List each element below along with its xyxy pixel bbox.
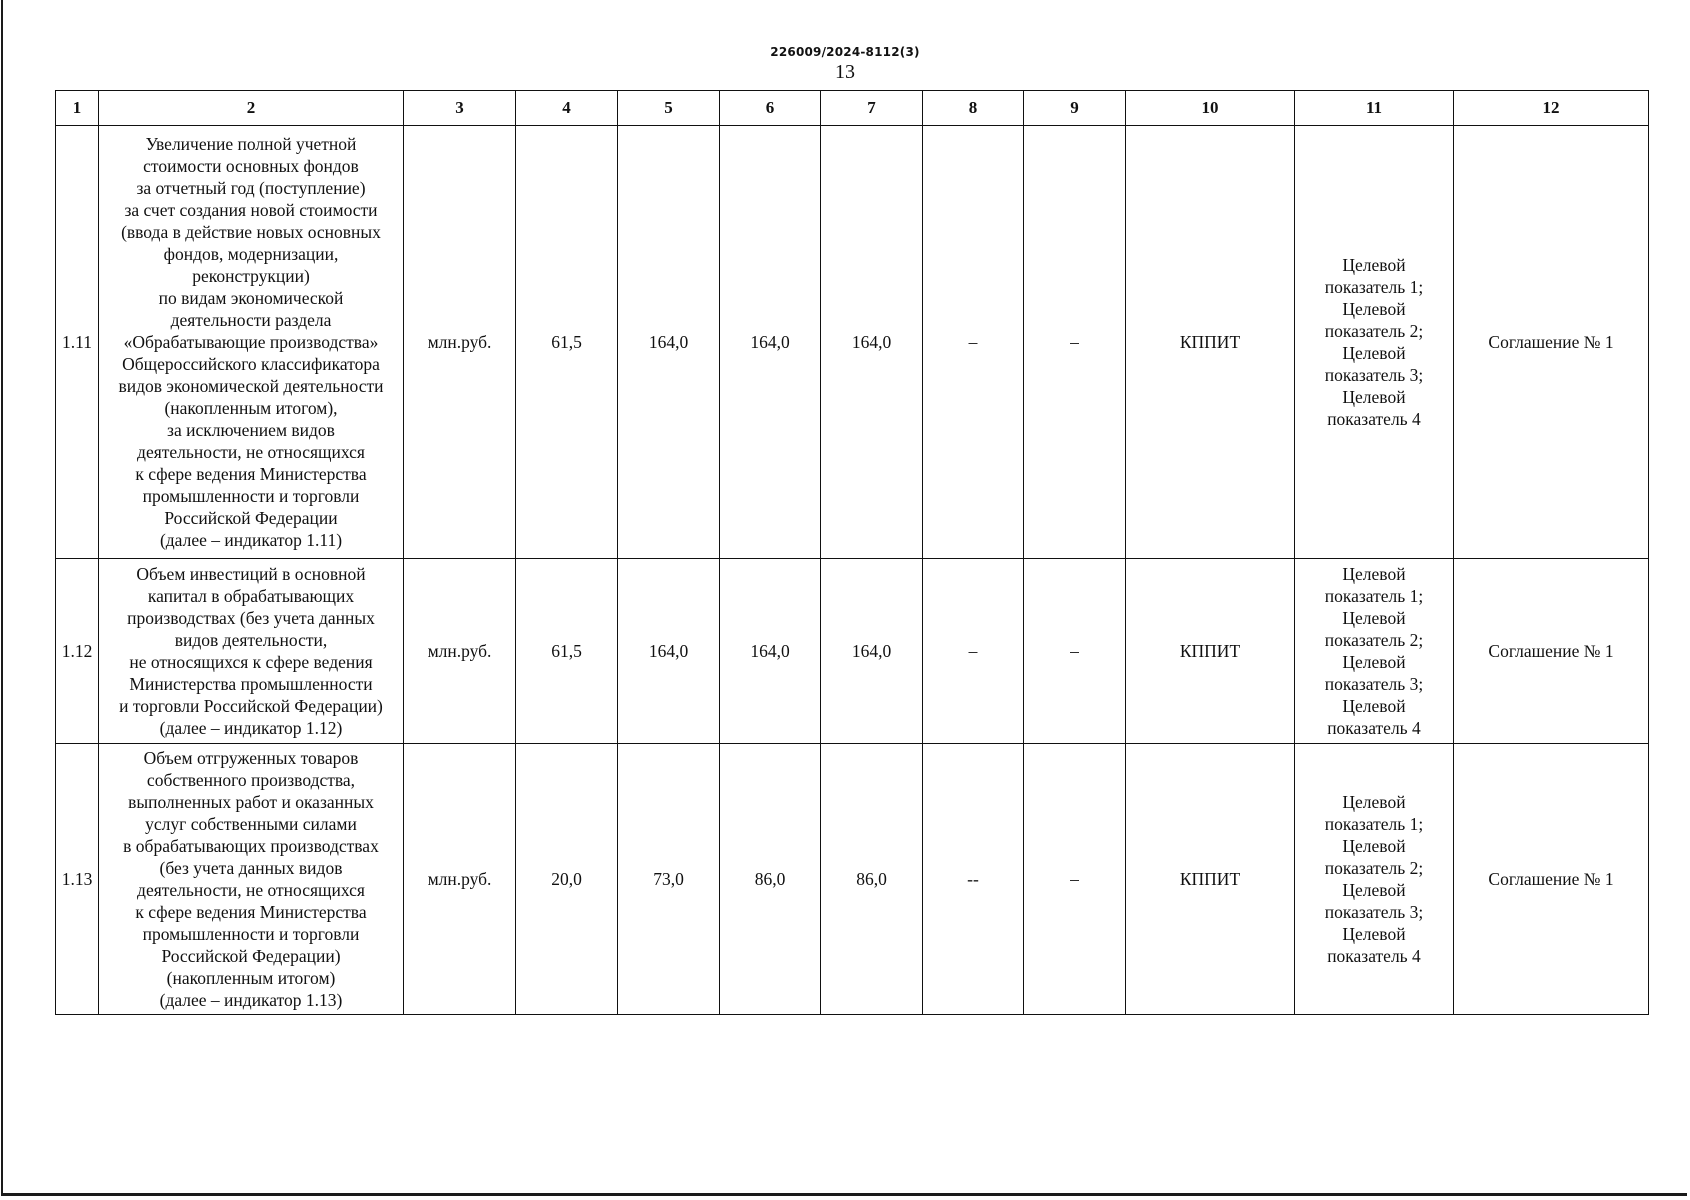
value-col-4: 61,5 [516,559,618,744]
column-header-6: 6 [720,91,821,126]
unit-cell: млн.руб. [404,559,516,744]
value-col-7: 86,0 [821,744,923,1015]
value-col-6: 164,0 [720,126,821,559]
responsible-cell: КППИТ [1126,126,1295,559]
agreement-cell: Соглашение № 1 [1454,126,1649,559]
unit-cell: млн.руб. [404,744,516,1015]
table-row [56,744,1649,1015]
value-col-8: – [923,126,1024,559]
column-header-1: 1 [56,91,99,126]
value-col-5: 73,0 [618,744,720,1015]
column-header-5: 5 [618,91,720,126]
value-col-4: 20,0 [516,744,618,1015]
indicator-number: 1.12 [56,559,99,744]
column-header-7: 7 [821,91,923,126]
column-header-4: 4 [516,91,618,126]
target-indicators-cell: Целевой показатель 1; Целевой показатель 2; Целевой показатель 3; Целевой показатель 4 [1295,126,1454,559]
indicator-name: Объем инвестиций в основной капитал в обрабатывающих производствах (без учета данных видов деятельности, не относящихся к сфере ведения Министерства промышленности и торговли Российской Федерации) (далее – индикатор 1.12) [99,559,404,744]
column-header-10: 10 [1126,91,1295,126]
document-registration-number: 226009/2024-8112(3) [770,45,920,59]
value-col-9: – [1024,744,1126,1015]
indicator-number: 1.13 [56,744,99,1015]
value-col-5: 164,0 [618,559,720,744]
column-header-11: 11 [1295,91,1454,126]
target-indicators-cell: Целевой показатель 1; Целевой показатель 2; Целевой показатель 3; Целевой показатель 4 [1295,559,1454,744]
value-col-5: 164,0 [618,126,720,559]
indicator-name: Увеличение полной учетной стоимости основных фондов за отчетный год (поступление) за счет создания новой стоимости (ввода в действие новых основных фондов, модернизации, реконструкции) по видам экономической деятельности раздела «Обрабатывающие производства» Общероссийского классификатора видов экономической деятельности (накопленным итогом), за исключением видов деятельности, не относящихся к сфере ведения Министерства промышленности и торговли Российской Федерации (далее – индикатор 1.11) [99,126,404,559]
page-number: 13 [835,61,855,83]
column-header-3: 3 [404,91,516,126]
agreement-cell: Соглашение № 1 [1454,559,1649,744]
value-col-6: 86,0 [720,744,821,1015]
column-number-header-row [56,91,1649,126]
value-col-8: – [923,559,1024,744]
value-col-6: 164,0 [720,559,821,744]
column-header-8: 8 [923,91,1024,126]
agreement-cell: Соглашение № 1 [1454,744,1649,1015]
value-col-7: 164,0 [821,126,923,559]
target-indicators-cell: Целевой показатель 1; Целевой показатель 2; Целевой показатель 3; Целевой показатель 4 [1295,744,1454,1015]
value-col-9: – [1024,126,1126,559]
value-col-7: 164,0 [821,559,923,744]
indicators-table [55,90,1649,1015]
column-header-9: 9 [1024,91,1126,126]
indicator-name: Объем отгруженных товаров собственного производства, выполненных работ и оказанных услуг собственными силами в обрабатывающих производствах (без учета данных видов деятельности, не относящихся к сфере ведения Министерства промышленности и торговли Российской Федерации) (накопленным итогом) (далее – индикатор 1.13) [99,744,404,1015]
column-header-12: 12 [1454,91,1649,126]
table-row [56,126,1649,559]
table-row [56,559,1649,744]
unit-cell: млн.руб. [404,126,516,559]
value-col-8: -- [923,744,1024,1015]
indicator-number: 1.11 [56,126,99,559]
responsible-cell: КППИТ [1126,744,1295,1015]
column-header-2: 2 [99,91,404,126]
value-col-9: – [1024,559,1126,744]
value-col-4: 61,5 [516,126,618,559]
responsible-cell: КППИТ [1126,559,1295,744]
